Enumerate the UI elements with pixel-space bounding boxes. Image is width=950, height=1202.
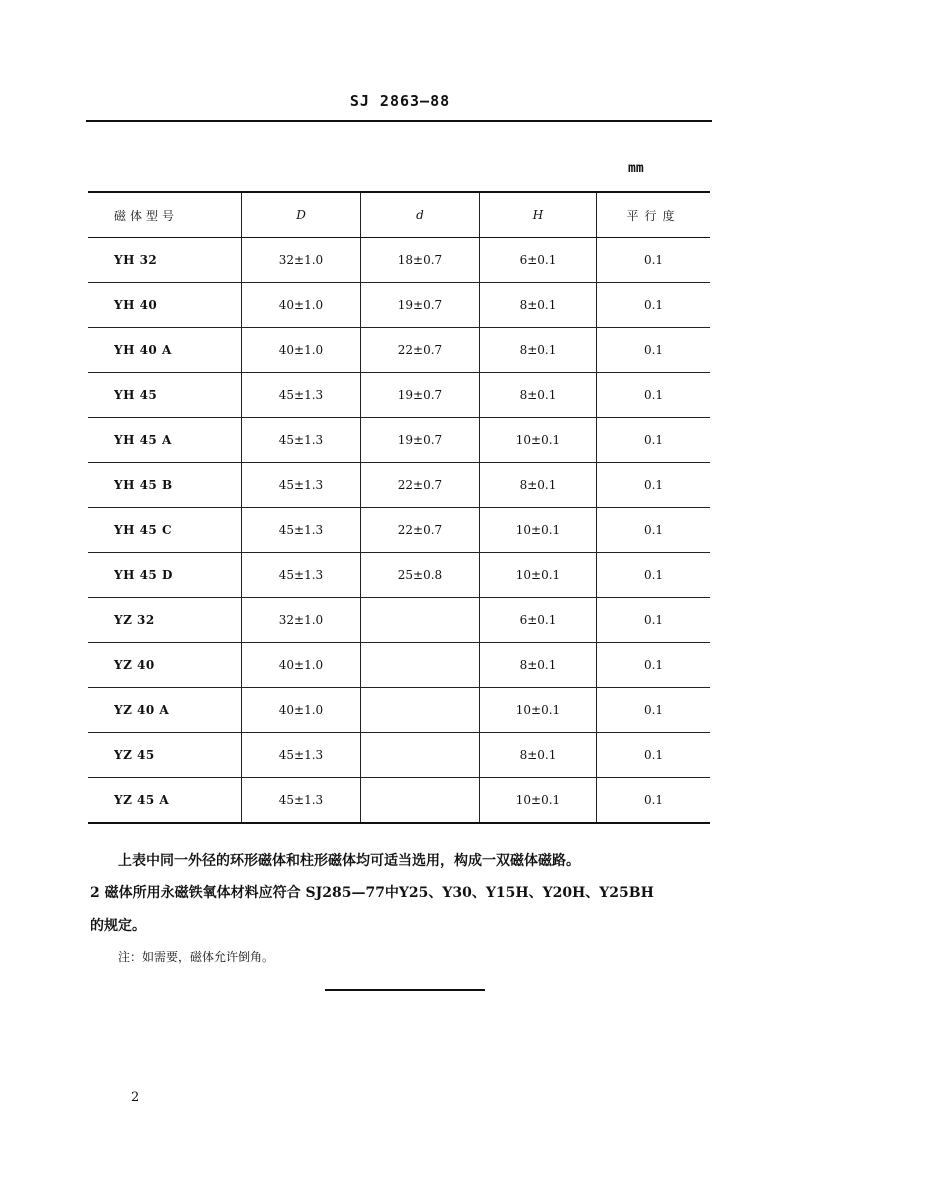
cell-model: YH 40 <box>88 283 242 328</box>
table-row <box>88 238 710 283</box>
note-line-3: 的规定。 <box>90 918 146 934</box>
cell-outer-diameter: 45±1.3 <box>242 733 361 778</box>
cell-outer-diameter: 45±1.3 <box>242 553 361 598</box>
footnote: 注：如需要，磁体允许倒角。 <box>118 950 275 964</box>
header-model: 磁体型号 <box>88 192 242 238</box>
table-row <box>88 418 710 463</box>
cell-outer-diameter: 40±1.0 <box>242 283 361 328</box>
cell-height: 10±0.1 <box>480 418 597 463</box>
cell-height: 10±0.1 <box>480 508 597 553</box>
cell-inner-diameter <box>361 598 480 643</box>
table-row <box>88 643 710 688</box>
cell-inner-diameter: 19±0.7 <box>361 418 480 463</box>
cell-inner-diameter: 18±0.7 <box>361 238 480 283</box>
cell-parallelism: 0.1 <box>597 238 711 283</box>
cell-height: 8±0.1 <box>480 733 597 778</box>
cell-height: 8±0.1 <box>480 373 597 418</box>
cell-model: YH 45 <box>88 373 242 418</box>
cell-parallelism: 0.1 <box>597 553 711 598</box>
page-number: 2 <box>131 1090 140 1105</box>
cell-inner-diameter: 19±0.7 <box>361 283 480 328</box>
cell-parallelism: 0.1 <box>597 598 711 643</box>
cell-inner-diameter <box>361 688 480 733</box>
cell-parallelism: 0.1 <box>597 508 711 553</box>
cell-inner-diameter <box>361 643 480 688</box>
cell-outer-diameter: 40±1.0 <box>242 328 361 373</box>
cell-model: YH 45 B <box>88 463 242 508</box>
cell-parallelism: 0.1 <box>597 283 711 328</box>
cell-height: 8±0.1 <box>480 328 597 373</box>
document-code-header: SJ 2863—88 <box>349 92 451 110</box>
table-row <box>88 688 710 733</box>
cell-model: YH 40 A <box>88 328 242 373</box>
cell-height: 6±0.1 <box>480 598 597 643</box>
note-line-2: 2 磁体所用永磁铁氧体材料应符合 SJ285—77中Y25、Y30、Y15H、Y20H、Y25BH <box>90 885 654 901</box>
cell-outer-diameter: 40±1.0 <box>242 688 361 733</box>
cell-model: YZ 32 <box>88 598 242 643</box>
cell-height: 8±0.1 <box>480 643 597 688</box>
header-rule <box>86 120 712 122</box>
cell-outer-diameter: 40±1.0 <box>242 643 361 688</box>
cell-height: 8±0.1 <box>480 283 597 328</box>
cell-parallelism: 0.1 <box>597 373 711 418</box>
table-row <box>88 508 710 553</box>
cell-parallelism: 0.1 <box>597 688 711 733</box>
table-row <box>88 283 710 328</box>
cell-parallelism: 0.1 <box>597 328 711 373</box>
cell-inner-diameter: 22±0.7 <box>361 328 480 373</box>
cell-outer-diameter: 32±1.0 <box>242 598 361 643</box>
table-row <box>88 598 710 643</box>
cell-model: YZ 40 <box>88 643 242 688</box>
cell-height: 8±0.1 <box>480 463 597 508</box>
cell-outer-diameter: 45±1.3 <box>242 418 361 463</box>
cell-parallelism: 0.1 <box>597 418 711 463</box>
cell-parallelism: 0.1 <box>597 733 711 778</box>
header-height: H <box>480 192 597 238</box>
header-parallelism: 平行度 <box>597 192 711 238</box>
cell-model: YZ 40 A <box>88 688 242 733</box>
cell-height: 6±0.1 <box>480 238 597 283</box>
cell-inner-diameter: 22±0.7 <box>361 508 480 553</box>
table-body <box>88 238 710 824</box>
note-line-1: 上表中同一外径的环形磁体和柱形磁体均可适当选用，构成一双磁体磁路。 <box>118 853 580 869</box>
cell-model: YH 45 A <box>88 418 242 463</box>
cell-inner-diameter <box>361 733 480 778</box>
cell-inner-diameter <box>361 778 480 824</box>
cell-inner-diameter: 25±0.8 <box>361 553 480 598</box>
cell-parallelism: 0.1 <box>597 463 711 508</box>
cell-outer-diameter: 45±1.3 <box>242 508 361 553</box>
cell-outer-diameter: 45±1.3 <box>242 778 361 824</box>
cell-height: 10±0.1 <box>480 778 597 824</box>
cell-height: 10±0.1 <box>480 553 597 598</box>
cell-parallelism: 0.1 <box>597 778 711 824</box>
table-unit: mm <box>628 161 644 176</box>
cell-model: YH 45 C <box>88 508 242 553</box>
table-row <box>88 328 710 373</box>
end-rule <box>325 989 485 991</box>
cell-outer-diameter: 45±1.3 <box>242 463 361 508</box>
cell-parallelism: 0.1 <box>597 643 711 688</box>
magnet-spec-table <box>88 191 710 824</box>
cell-model: YZ 45 <box>88 733 242 778</box>
cell-inner-diameter: 19±0.7 <box>361 373 480 418</box>
table-row <box>88 733 710 778</box>
cell-outer-diameter: 32±1.0 <box>242 238 361 283</box>
cell-model: YH 45 D <box>88 553 242 598</box>
cell-inner-diameter: 22±0.7 <box>361 463 480 508</box>
cell-height: 10±0.1 <box>480 688 597 733</box>
header-inner-diameter: d <box>361 192 480 238</box>
table-row <box>88 778 710 824</box>
header-outer-diameter: D <box>242 192 361 238</box>
cell-model: YZ 45 A <box>88 778 242 824</box>
table-row <box>88 463 710 508</box>
cell-outer-diameter: 45±1.3 <box>242 373 361 418</box>
table-row <box>88 373 710 418</box>
cell-model: YH 32 <box>88 238 242 283</box>
table-row <box>88 553 710 598</box>
table-header-row <box>88 192 710 238</box>
